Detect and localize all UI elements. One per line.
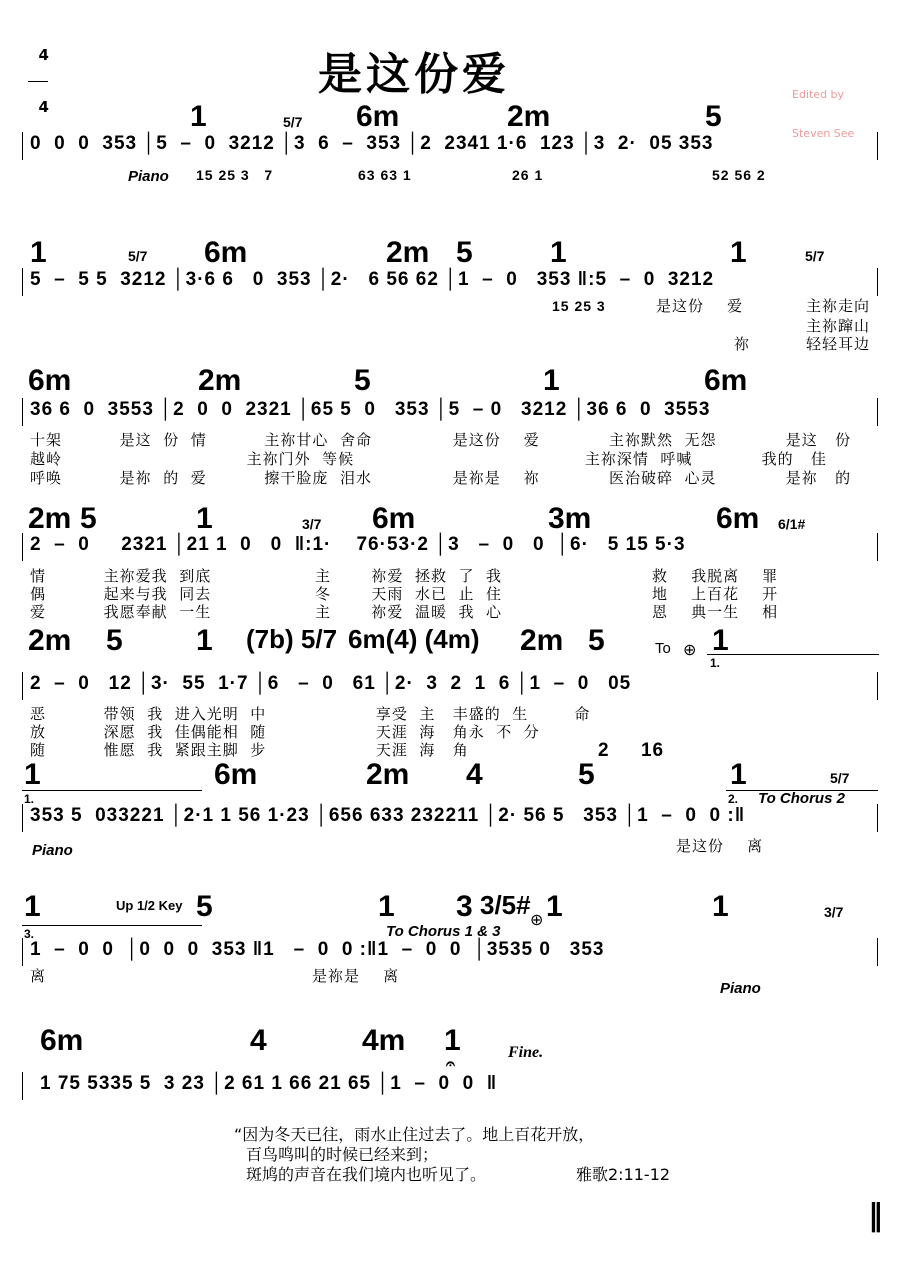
alt-notes: 2 16 [598, 740, 665, 761]
to-chorus-label: To Chorus 1 & 3 [386, 923, 501, 940]
to-coda-label: To [655, 640, 671, 657]
chord: 5/7 [805, 248, 825, 264]
chord: 2m [366, 758, 410, 791]
chord: 5 [588, 624, 605, 657]
song-title: 是这份爱 [318, 49, 510, 100]
chord: 3/7 [302, 516, 322, 532]
lyric-verse-2: 放 深愿 我 佳偶能相 随 天涯 海 角永 不 分 [30, 723, 540, 741]
chord: 5 [106, 624, 123, 657]
lyric-verse-3: 随 惟愿 我 紧跟主脚 步 天涯 海 角 [30, 741, 469, 759]
chord: 1 [712, 624, 729, 657]
barline [877, 533, 878, 561]
chord: 1 [546, 890, 563, 923]
chord: 5/7 [283, 114, 303, 130]
chord: 6m [40, 1024, 84, 1057]
chord: 6m [372, 502, 416, 535]
barline [22, 398, 23, 426]
barline [877, 672, 878, 700]
chord: 1 [550, 236, 567, 269]
chord: 5 [354, 364, 371, 397]
barline [877, 132, 878, 160]
chord: 5 [456, 236, 473, 269]
chord: 6m [214, 758, 258, 791]
volta-label: 3. [24, 927, 35, 941]
lyric: 离 [30, 967, 47, 985]
chord: 1 [712, 890, 729, 923]
notation-line: 1 75 5335 5 3 23 │2 61 1 66 21 65 │1 – 0 0 ‖ [40, 1073, 498, 1094]
end-barline: ‖ [868, 1198, 883, 1233]
chord: 1 [24, 758, 41, 791]
lyric: 是祢是 离 [312, 967, 400, 985]
barline [22, 938, 23, 966]
bass-notes: 15 25 3 [552, 298, 606, 314]
barline [22, 268, 23, 296]
chord: 1 [378, 890, 395, 923]
lyric-verse-1: 恶 带领 我 进入光明 中 享受 主 丰盛的 生 命 [30, 705, 591, 723]
notation-line: 1 – 0 0 │0 0 0 353 ‖1 – 0 0 :‖1 – 0 0 │3535 0 353 [30, 939, 605, 960]
chord: 3 [456, 890, 473, 923]
chord: 5/7 [830, 770, 850, 786]
chord: 6m(4) (4m) [348, 624, 480, 654]
chord: 2m [507, 100, 551, 133]
lyric: 祢 [734, 335, 751, 353]
volta-bracket [707, 654, 879, 655]
lyric-verse-3: 爱 我愿奉献 一生 主 祢爱 温暖 我 心 恩 典一生 相 [30, 603, 779, 621]
chord: 1 [543, 364, 560, 397]
volta-label: 1. [24, 792, 35, 806]
piano-label: Piano [720, 980, 761, 997]
lyric-verse-3: 呼唤 是祢 的 爱 擦干脸庞 泪水 是祢是 祢 医治破碎 心灵 是祢 的 [30, 469, 852, 487]
barline [22, 533, 23, 561]
chord: 1 [196, 502, 213, 535]
volta-bracket [22, 790, 202, 791]
chord: 5 [80, 502, 97, 535]
chord: 6m [28, 364, 72, 397]
key-change-label: Up 1/2 Key [116, 898, 183, 913]
fine-label: Fine. [508, 1044, 544, 1061]
volta-label: 1. [710, 656, 721, 670]
chord: 5/7 [128, 248, 148, 264]
volta-label: 2. [728, 792, 739, 806]
chord: 5 [578, 758, 595, 791]
quote-line-1: “因为冬天已往，雨水止住过去了。地上百花开放， [234, 1125, 595, 1144]
chord: 2m [28, 502, 72, 535]
barline [22, 804, 23, 832]
chord: 6m [356, 100, 400, 133]
bass-notes: 15 25 3 7 [196, 167, 274, 183]
chord: 4 [466, 758, 483, 791]
chord: 1 [30, 236, 47, 269]
barline [877, 268, 878, 296]
chord: 5 [705, 100, 722, 133]
chord: 3/7 [824, 904, 844, 920]
quote-line-3: 斑鸠的声音在我们境内也听见了。 [246, 1165, 487, 1184]
chord: 1 [444, 1024, 461, 1057]
barline [22, 672, 23, 700]
chord: 6m [204, 236, 248, 269]
chord: 6/1# [778, 516, 806, 532]
chord: 2m [520, 624, 564, 657]
barline [22, 1072, 23, 1100]
chord: 5 [196, 890, 213, 923]
coda-icon: ⊕ [530, 910, 544, 929]
lyric-verse-2: 越岭 主祢门外 等候 主祢深情 呼喊 我的 佳 [30, 450, 827, 468]
barline [877, 398, 878, 426]
bass-notes: 52 56 2 [712, 167, 766, 183]
quote-reference: 雅歌2:11-12 [576, 1165, 671, 1184]
bass-notes: 63 63 1 [358, 167, 412, 183]
time-signature-bottom: 4 [38, 98, 49, 116]
chord: 1 [196, 624, 213, 657]
lyric-verse-1: 十架 是这 份 情 主祢甘心 舍命 是这份 爱 主祢默然 无怨 是这 份 [30, 431, 852, 449]
piano-label: Piano [32, 842, 73, 859]
chord: 1 [190, 100, 207, 133]
editor-credit-line1: Edited by [792, 88, 845, 101]
notation-line: 353 5 033221 │2·1 1 56 1·23 │656 633 232211 │2· 56 5 353 │1 – 0 0 :‖ [30, 805, 746, 826]
chord: 2m [386, 236, 430, 269]
chord: 2m [198, 364, 242, 397]
lyric-verse-2: 偶 起来与我 同去 冬 天雨 水已 止 住 地 上百花 开 [30, 585, 779, 603]
time-signature [28, 30, 48, 116]
lyric: 主祢蹿山 [806, 317, 871, 335]
volta-bracket [22, 925, 202, 926]
lyric: 主祢走向 [806, 297, 871, 315]
piano-label: Piano [128, 168, 169, 185]
quote-line-2: 百鸟鸣叫的时候已经来到； [246, 1145, 439, 1164]
chord: 3/5# [480, 890, 531, 920]
time-signature-top: 4 [38, 46, 49, 64]
notation-line: 0 0 0 353 │5 – 0 3212 │3 6 – 353 │2 2341 1·6 123 │3 2· 05 353 [30, 133, 714, 154]
chord: 1 [730, 236, 747, 269]
chord: 1 [730, 758, 747, 791]
chord: 3m [548, 502, 592, 535]
lyric: 是这份 爱 [656, 297, 744, 315]
editor-credit-line2: Steven See [792, 127, 855, 140]
lyric: 轻轻耳边 [806, 335, 871, 353]
chord: 1 [24, 890, 41, 923]
notation-line: 2 – 0 2321 │21 1 0 0 ‖:1· 76·53·2 │3 – 0 0 │6· 5 15 5·3 [30, 534, 686, 555]
time-signature-bar [28, 81, 48, 82]
lyric-verse-1: 情 主祢爱我 到底 主 祢爱 拯救 了 我 救 我脱离 罪 [30, 567, 779, 585]
lyric: 是这份 离 [676, 837, 764, 855]
chord: (7b) 5/7 [246, 624, 338, 654]
chord: 6m [704, 364, 748, 397]
bass-notes: 26 1 [512, 167, 544, 183]
barline [877, 804, 878, 832]
notation-line: 5 – 5 5 3212 │3·6 6 0 353 │2· 6 56 62 │1 – 0 353 ‖:5 – 0 3212 [30, 269, 715, 290]
coda-icon: ⊕ [683, 640, 697, 659]
to-chorus-label: To Chorus 2 [758, 790, 845, 807]
editor-credit [792, 62, 854, 153]
notation-line: 36 6 0 3553 │2 0 0 2321 │65 5 0 353 │5 – 0 3212 │36 6 0 3553 [30, 399, 711, 420]
fermata-icon: 𝄐 [446, 1054, 455, 1073]
barline [877, 938, 878, 966]
chord: 6m [716, 502, 760, 535]
chord: 2m [28, 624, 72, 657]
chord: 4m [362, 1024, 406, 1057]
barline [22, 132, 23, 160]
chord: 4 [250, 1024, 267, 1057]
notation-line: 2 – 0 12 │3· 55 1·7 │6 – 0 61 │2· 3 2 1 6 │1 – 0 05 [30, 673, 632, 694]
